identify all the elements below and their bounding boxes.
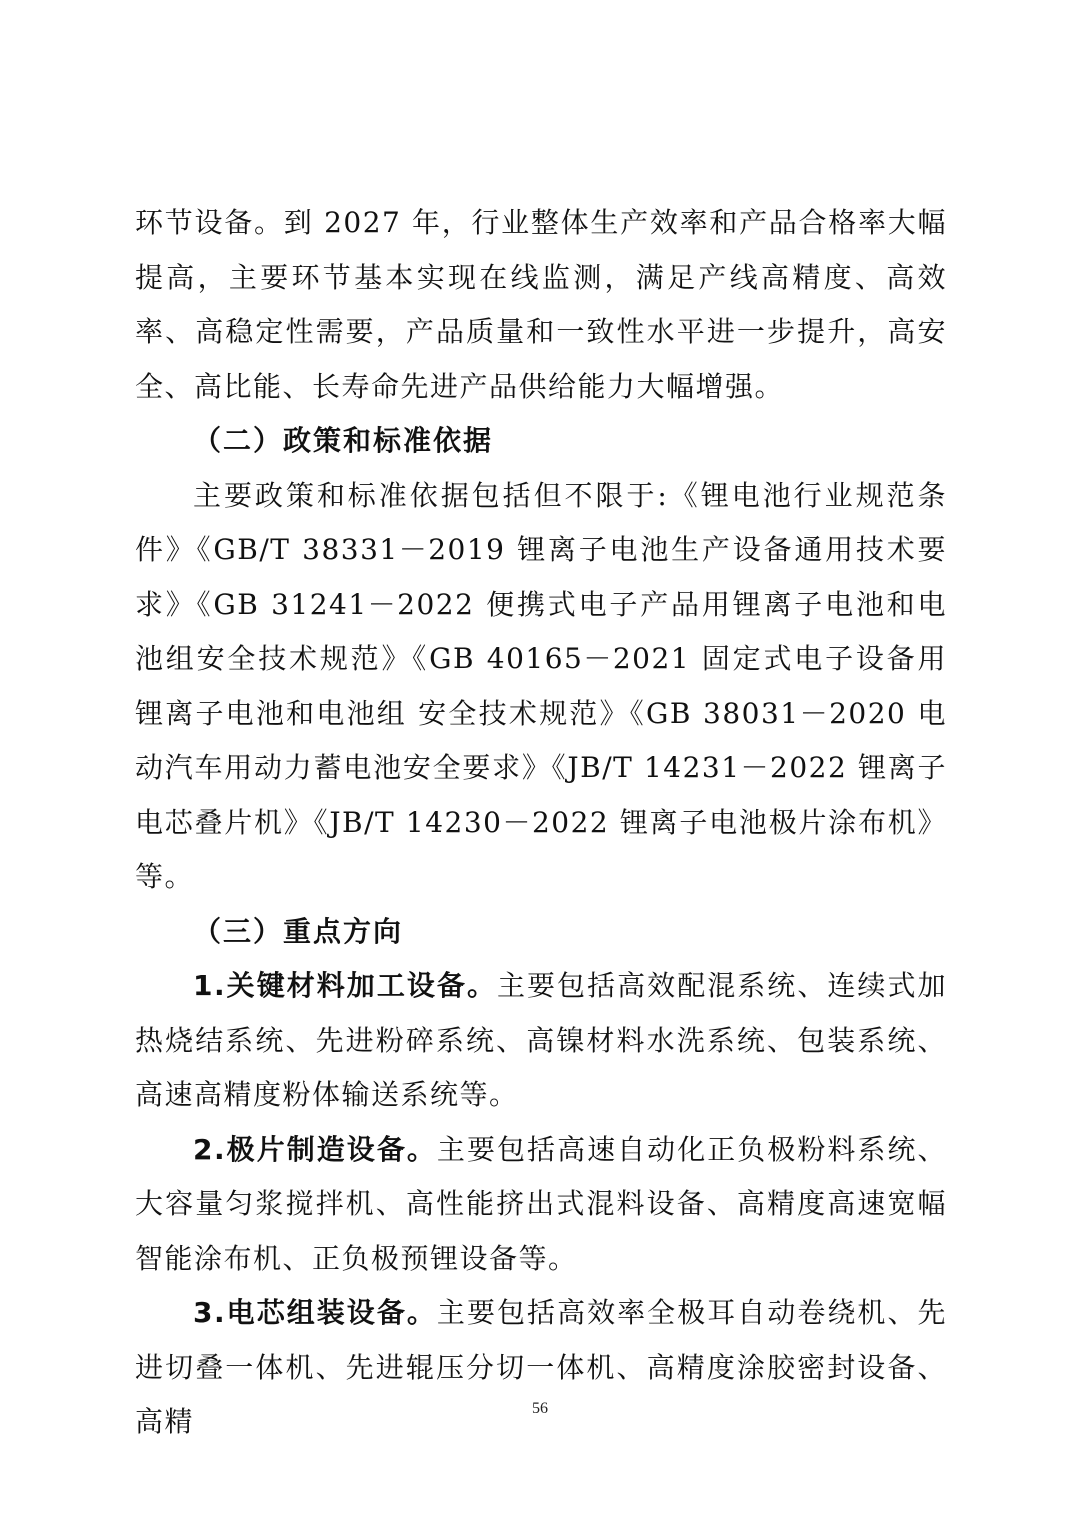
document-body (135, 196, 947, 1450)
paragraph-policy-standards: 主要政策和标准依据包括但不限于:《锂电池行业规范条件》《GB/T 38331－2019 锂离子电池生产设备通用技术要求》《GB 31241－2022 便携式电子产品用锂离子电池和电池组安全技术规范》《GB 40165－2021 固定式电子设备用锂离子电池和电池组 安全技术规范》《GB 38031－2020 电动汽车用动力蓄电池安全要求》《JB/T 14231－2022 锂离子电芯叠片机》《JB/T 14230－2022 锂离子电池极片涂布机》等。 (135, 478, 947, 893)
list-item-text: 主要包括高效配混系统、连续式加热烧结系统、先进粉碎系统、高镍材料水洗系统、包装系统、高速高精度粉体输送系统等。 (135, 969, 947, 1111)
list-item-text: 主要包括高效率全极耳自动卷绕机、先进切叠一体机、先进辊压分切一体机、高精度涂胶密封设备、高精 (135, 1296, 947, 1438)
list-item-lead: 1.关键材料加工设备。 (193, 969, 497, 1002)
list-item-cell-assembly (135, 1286, 947, 1450)
list-item-lead: 2.极片制造设备。 (193, 1132, 437, 1166)
section-heading-key-directions: （三）重点方向 (193, 914, 404, 948)
list-item-lead: 3.电芯组装设备。 (193, 1296, 437, 1329)
paragraph-targets: 环节设备。到 2027 年，行业整体生产效率和产品合格率大幅提高，主要环节基本实现在线监测，满足产线高精度、高效率、高稳定性需要，产品质量和一致性水平进一步提升，高安全、高比能、长寿命先进产品供给能力大幅增强。 (135, 206, 947, 403)
list-item-material-processing (135, 959, 947, 1123)
list-item-text: 主要包括高速自动化正负极粉料系统、大容量匀浆搅拌机、高性能挤出式混料设备、高精度高速宽幅智能涂布机、正负极预锂设备等。 (135, 1132, 947, 1275)
section-heading-policy-standards: （二）政策和标准依据 (193, 424, 494, 457)
page-number: 56 (532, 1400, 548, 1417)
list-item-electrode-manufacturing (135, 1123, 947, 1287)
